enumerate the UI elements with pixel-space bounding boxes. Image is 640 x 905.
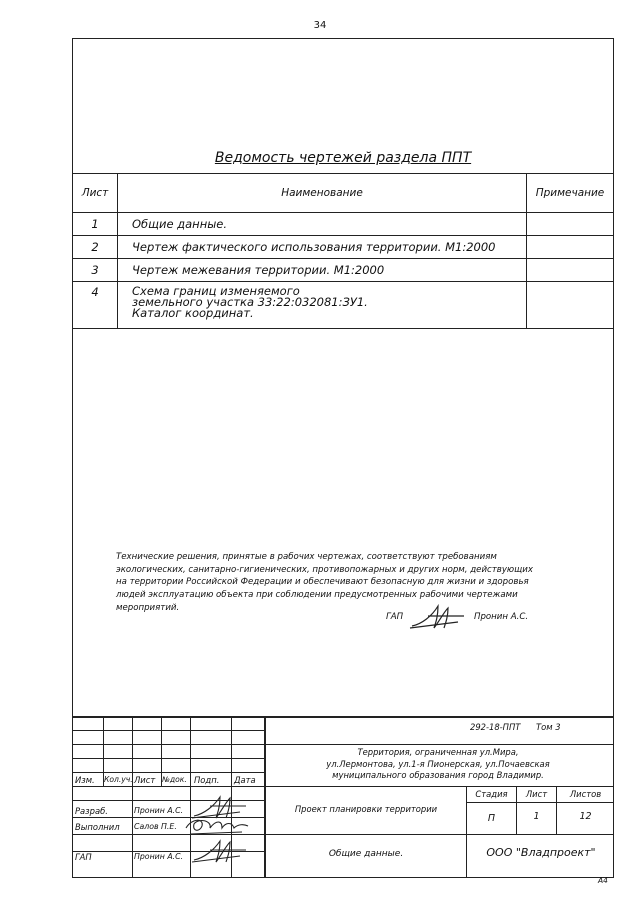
object-description xyxy=(268,747,608,782)
name-developer: Пронин А.С. xyxy=(134,806,184,815)
sheet-number: 3 xyxy=(73,259,118,282)
sheet-name: Общие данные. xyxy=(118,213,527,236)
column-header-name: Наименование xyxy=(118,174,527,213)
stamp-line xyxy=(72,834,614,835)
column-header-note: Примечание xyxy=(527,174,614,213)
sheet-note xyxy=(527,213,614,236)
name-executor: Салов П.Е. xyxy=(134,822,177,831)
table-header-row xyxy=(73,174,614,213)
stage-value: П xyxy=(487,813,496,824)
stamp-line xyxy=(72,786,614,787)
sheets-label: Листов xyxy=(569,789,602,799)
table-row xyxy=(73,282,614,329)
note-line: мероприятий. xyxy=(116,602,180,613)
signature-image xyxy=(182,814,252,838)
page-title: Ведомость чертежей раздела ППТ xyxy=(214,150,472,166)
stamp-line xyxy=(264,716,266,878)
object-line: муниципального образования город Владимир. xyxy=(332,770,544,780)
drawings-table xyxy=(72,173,614,329)
stamp-border-top xyxy=(72,716,614,718)
column-header-sheet: Лист xyxy=(73,174,118,213)
sheet-value: 1 xyxy=(533,811,540,822)
volume-label: Том 3 xyxy=(536,722,561,732)
sheet-label: Лист xyxy=(525,789,548,799)
sheet-title: Общие данные. xyxy=(328,849,404,859)
object-line: Территория, ограниченная ул.Мира, xyxy=(357,747,519,757)
header-change: Изм. xyxy=(75,775,95,785)
role-chief: ГАП xyxy=(75,852,92,862)
company-name: ООО "Владпроект" xyxy=(486,846,596,859)
sheet-note xyxy=(527,282,614,329)
signature-image xyxy=(188,838,248,866)
table-row xyxy=(73,236,614,259)
sheet-name-line: Каталог координат. xyxy=(132,306,254,320)
page-number: 34 xyxy=(313,20,327,31)
header-sheet: Лист xyxy=(134,775,156,785)
note-line: людей эксплуатацию объекта при соблюдении предусмотренных рабочими чертежами xyxy=(116,590,518,601)
sheets-value: 12 xyxy=(579,811,592,822)
stage-label: Стадия xyxy=(475,789,508,799)
sheet-number: 1 xyxy=(73,213,118,236)
header-date: Дата xyxy=(234,775,256,785)
header-count: Кол.уч. xyxy=(104,775,133,784)
sheet-name-line: земельного участка 33:22:032081:ЗУ1. xyxy=(132,295,368,309)
signer-role: ГАП xyxy=(386,612,404,622)
header-doc: №док. xyxy=(162,775,187,784)
role-executor: Выполнил xyxy=(75,822,120,832)
compliance-note xyxy=(116,551,596,615)
sheet-name xyxy=(118,282,527,329)
note-line: на территории Российской Федерации и обеспечивают безопасную для жизни и здоровья xyxy=(116,577,529,588)
stamp-line xyxy=(132,716,133,878)
signature-image xyxy=(408,602,466,632)
table-row xyxy=(73,259,614,282)
sheet-name: Чертеж межевания территории. М1:2000 xyxy=(118,259,527,282)
sheet-note xyxy=(527,259,614,282)
sheet-note xyxy=(527,236,614,259)
sheet-name: Чертеж фактического использования территории. М1:2000 xyxy=(118,236,527,259)
stamp-line xyxy=(72,744,614,745)
format-label: А4 xyxy=(598,876,608,885)
project-title: Проект планировки территории xyxy=(294,804,438,814)
name-chief: Пронин А.С. xyxy=(134,852,184,861)
object-line: ул.Лермонтова, ул.1-я Пионерская, ул.Почаевская xyxy=(326,758,550,769)
sheet-number: 4 xyxy=(73,282,118,329)
note-line: экологических, санитарно-гигиенических, противопожарных и других норм, действующих xyxy=(116,564,533,575)
stamp-line xyxy=(466,802,614,803)
sheet-number: 2 xyxy=(73,236,118,259)
header-signature: Подп. xyxy=(194,775,220,785)
signer-name: Пронин А.С. xyxy=(474,612,529,622)
role-developer: Разраб. xyxy=(75,806,108,816)
document-code: 292-18-ППТ xyxy=(470,722,521,732)
sheet-name-line: Схема границ изменяемого xyxy=(132,284,300,298)
stamp-line xyxy=(72,758,264,759)
stamp-line xyxy=(466,786,467,878)
stamp-line xyxy=(72,730,264,731)
note-line: Технические решения, принятые в рабочих чертежах, соответствуют требованиям xyxy=(116,552,497,562)
stamp-line xyxy=(72,772,264,773)
table-row xyxy=(73,213,614,236)
